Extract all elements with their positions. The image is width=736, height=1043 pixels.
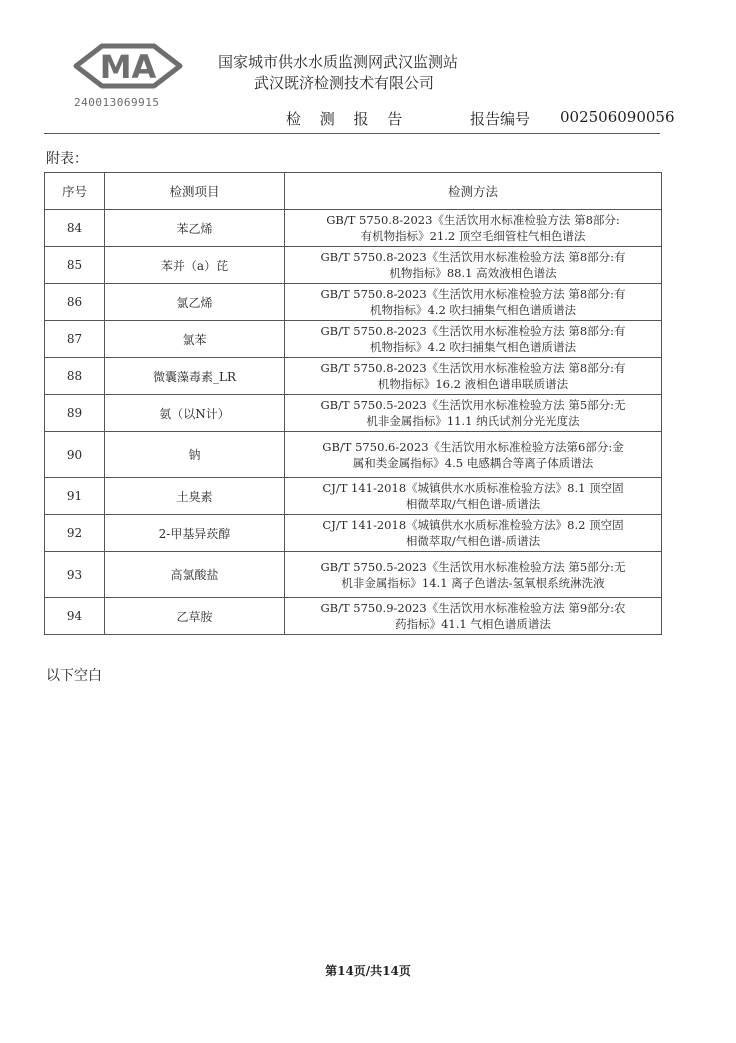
row-method bbox=[285, 358, 662, 395]
method-line: 机非金属指标》11.1 纳氏试剂分光光度法 bbox=[366, 414, 580, 428]
method-line: GB/T 5750.9-2023《生活饮用水标准检验方法 第9部分:农 bbox=[320, 601, 626, 615]
row-method bbox=[285, 321, 662, 358]
row-number: 86 bbox=[45, 284, 105, 321]
row-number: 89 bbox=[45, 395, 105, 432]
row-number: 91 bbox=[45, 478, 105, 515]
method-line: 药指标》41.1 气相色谱质谱法 bbox=[395, 617, 551, 631]
method-line: GB/T 5750.6-2023《生活饮用水标准检验方法第6部分:金 bbox=[322, 439, 624, 454]
row-number: 92 bbox=[45, 515, 105, 552]
report-title: 检 测 报 告 bbox=[286, 110, 410, 128]
table-row bbox=[45, 432, 662, 478]
method-line: 相微萃取/气相色谱-质谱法 bbox=[405, 497, 541, 511]
table-row bbox=[45, 247, 662, 284]
page-indicator: 第14页/共14页 bbox=[325, 964, 411, 978]
method-line: 相微萃取/气相色谱-质谱法 bbox=[405, 534, 541, 548]
organization-name-secondary: 武汉既济检测技术有限公司 bbox=[254, 74, 435, 92]
row-item: 乙草胺 bbox=[105, 598, 285, 635]
row-method bbox=[285, 284, 662, 321]
method-line: 机非金属指标》14.1 离子色谱法-氢氧根系统淋洗液 bbox=[341, 575, 605, 590]
row-item: 苯乙烯 bbox=[105, 210, 285, 247]
table-header-row bbox=[45, 173, 662, 210]
row-item: 氨（以N计） bbox=[105, 395, 285, 432]
report-number-label: 报告编号 bbox=[470, 110, 531, 128]
row-number: 84 bbox=[45, 210, 105, 247]
row-number: 88 bbox=[45, 358, 105, 395]
header-divider bbox=[44, 133, 660, 134]
table-row bbox=[45, 321, 662, 358]
row-item: 2-甲基异莰醇 bbox=[105, 515, 285, 552]
row-item: 苯并（a）芘 bbox=[105, 247, 285, 284]
row-method bbox=[285, 395, 662, 432]
row-method bbox=[285, 432, 662, 478]
ma-certificate-number: 240013069915 bbox=[74, 96, 160, 109]
method-line: 属和类金属指标》4.5 电感耦合等离子体质谱法 bbox=[352, 455, 594, 470]
blank-below-note: 以下空白 bbox=[46, 668, 102, 684]
row-item: 氯乙烯 bbox=[105, 284, 285, 321]
method-line: 有机物指标》21.2 顶空毛细管柱气相色谱法 bbox=[360, 229, 586, 243]
table-row bbox=[45, 515, 662, 552]
table-row bbox=[45, 478, 662, 515]
row-method bbox=[285, 552, 662, 598]
table-row bbox=[45, 210, 662, 247]
row-number: 90 bbox=[45, 432, 105, 478]
row-item: 土臭素 bbox=[105, 478, 285, 515]
row-method bbox=[285, 210, 662, 247]
method-line: 机物指标》4.2 吹扫捕集气相色谱质谱法 bbox=[370, 340, 576, 354]
method-line: GB/T 5750.8-2023《生活饮用水标准检验方法 第8部分:有 bbox=[320, 324, 626, 338]
table-row bbox=[45, 395, 662, 432]
method-line: GB/T 5750.8-2023《生活饮用水标准检验方法 第8部分:有 bbox=[320, 250, 626, 264]
test-method-table bbox=[44, 172, 662, 635]
method-line: CJ/T 141-2018《城镇供水水质标准检验方法》8.1 顶空固 bbox=[322, 481, 624, 495]
row-item: 氯苯 bbox=[105, 321, 285, 358]
header-test-item: 检测项目 bbox=[105, 173, 285, 210]
method-line: GB/T 5750.8-2023《生活饮用水标准检验方法 第8部分:有 bbox=[320, 287, 626, 301]
row-method bbox=[285, 247, 662, 284]
row-item: 微囊藻毒素_LR bbox=[105, 358, 285, 395]
row-method bbox=[285, 598, 662, 635]
report-number-value: 002506090056 bbox=[560, 108, 675, 126]
row-method bbox=[285, 515, 662, 552]
method-line: GB/T 5750.5-2023《生活饮用水标准检验方法 第5部分:无 bbox=[320, 398, 626, 412]
method-line: GB/T 5750.8-2023《生活饮用水标准检验方法 第8部分:有 bbox=[320, 361, 626, 375]
ma-logo-text: MA bbox=[99, 48, 157, 86]
header-serial-number: 序号 bbox=[45, 173, 105, 210]
row-number: 94 bbox=[45, 598, 105, 635]
table-row bbox=[45, 284, 662, 321]
appendix-label: 附表： bbox=[46, 151, 88, 167]
method-line: GB/T 5750.5-2023《生活饮用水标准检验方法 第5部分:无 bbox=[320, 559, 626, 574]
method-line: 机物指标》88.1 高效液相色谱法 bbox=[389, 266, 557, 280]
row-item: 钠 bbox=[105, 432, 285, 478]
row-item: 高氯酸盐 bbox=[105, 552, 285, 598]
organization-name-primary: 国家城市供水水质监测网武汉监测站 bbox=[218, 53, 459, 71]
method-line: CJ/T 141-2018《城镇供水水质标准检验方法》8.2 顶空固 bbox=[322, 518, 624, 532]
ma-certification-logo bbox=[72, 42, 184, 90]
method-line: 机物指标》4.2 吹扫捕集气相色谱质谱法 bbox=[370, 303, 576, 317]
row-number: 93 bbox=[45, 552, 105, 598]
table-row bbox=[45, 358, 662, 395]
header-test-method: 检测方法 bbox=[285, 173, 662, 210]
row-method bbox=[285, 478, 662, 515]
row-number: 87 bbox=[45, 321, 105, 358]
method-line: 机物指标》16.2 液相色谱串联质谱法 bbox=[377, 377, 569, 391]
method-line: GB/T 5750.8-2023《生活饮用水标准检验方法 第8部分: bbox=[326, 213, 620, 227]
table-row bbox=[45, 552, 662, 598]
row-number: 85 bbox=[45, 247, 105, 284]
table-row bbox=[45, 598, 662, 635]
